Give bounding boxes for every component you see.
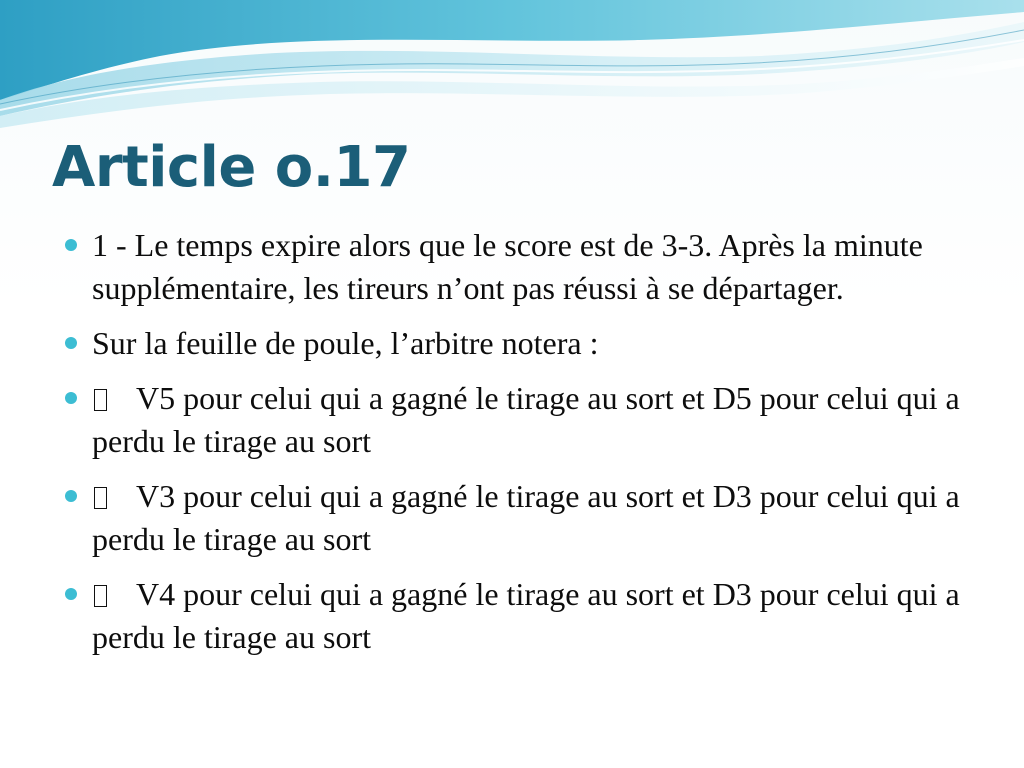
bullet-text: V5 pour celui qui a gagné le tirage au sort et D5 pour celui qui a perdu le tirage au sort [92, 380, 960, 459]
slide-title: Article o.17 [52, 135, 411, 200]
bullet-item-3 [62, 377, 982, 463]
bullet-text: V3 pour celui qui a gagné le tirage au sort et D3 pour celui qui a perdu le tirage au sort [92, 478, 960, 557]
bullet-text: 1 - Le temps expire alors que le score est de 3-3. Après la minute supplémentaire, les tireurs n’ont pas réussi à se départager. [92, 227, 923, 306]
bullet-item-5 [62, 573, 982, 659]
bullet-list [62, 224, 982, 671]
bullet-item-2 [62, 322, 982, 365]
header-wave-decoration [0, 0, 1024, 130]
circle-bullet-icon [65, 392, 77, 404]
bullet-item-4 [62, 475, 982, 561]
missing-glyph-box-icon [94, 487, 107, 509]
circle-bullet-icon [65, 337, 77, 349]
circle-bullet-icon [65, 239, 77, 251]
bullet-text: Sur la feuille de poule, l’arbitre notera : [92, 325, 599, 361]
missing-glyph-box-icon [94, 585, 107, 607]
circle-bullet-icon [65, 490, 77, 502]
bullet-item-1 [62, 224, 982, 310]
missing-glyph-box-icon [94, 389, 107, 411]
circle-bullet-icon [65, 588, 77, 600]
bullet-text: V4 pour celui qui a gagné le tirage au sort et D3 pour celui qui a perdu le tirage au sort [92, 576, 960, 655]
